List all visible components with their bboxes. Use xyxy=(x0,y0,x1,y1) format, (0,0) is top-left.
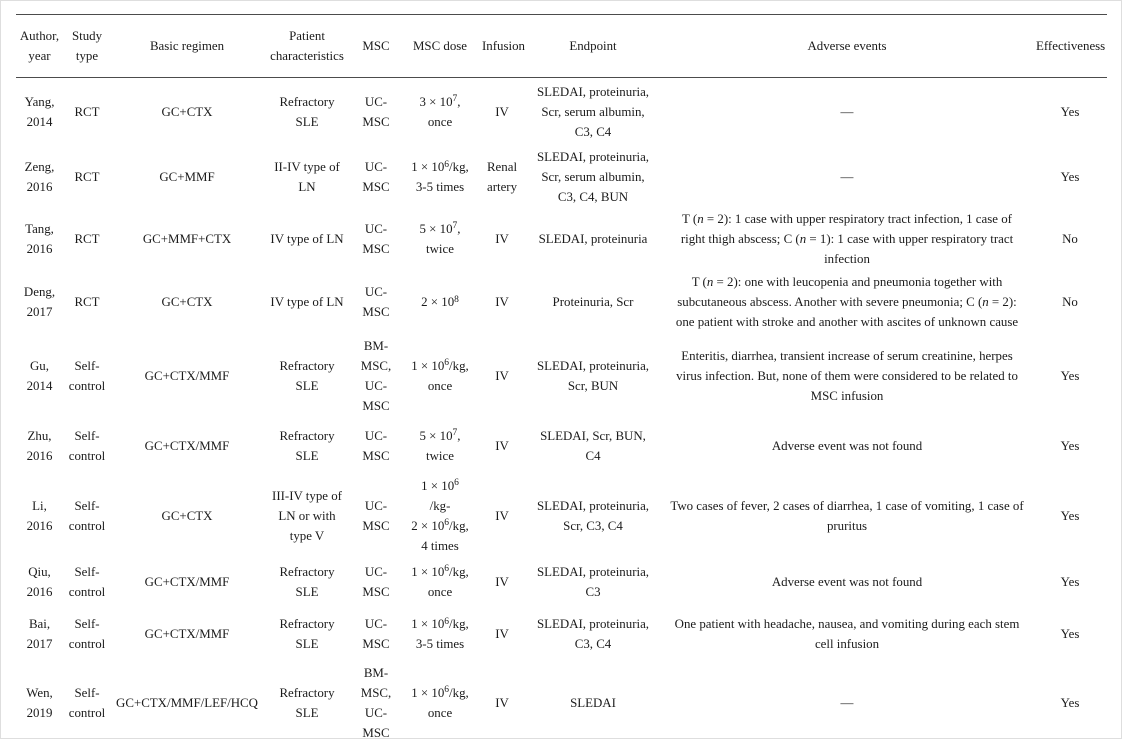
cell-effectiveness: Yes xyxy=(1060,104,1080,119)
cell-patient_characteristics: IV type of LN xyxy=(270,295,344,309)
cell-msc: UC- MSC xyxy=(362,498,390,533)
column-header-adverse_events: Adverse events xyxy=(807,39,887,53)
cell-msc: UC- MSC xyxy=(362,160,390,194)
cell-basic_regimen: GC+CTX/MMF xyxy=(144,627,230,641)
cell-author: Gu, 2014 xyxy=(26,358,53,393)
cell-endpoint: SLEDAI, proteinuria, C3, C4 xyxy=(536,617,650,651)
cell-msc_dose: $3 \times 10^7$, once xyxy=(419,94,461,129)
cell-author: Tang, 2016 xyxy=(25,221,54,256)
cell-msc_dose: $2 \times 10^8$ xyxy=(421,294,459,309)
cell-study_type: Self- control xyxy=(68,685,106,720)
column-header-study_type: Study type xyxy=(71,29,103,63)
column-header-patient_characteristics: Patient characteristics xyxy=(270,29,344,63)
table-header xyxy=(16,15,1107,78)
table-row xyxy=(16,146,1107,209)
cell-author: Li, 2016 xyxy=(26,498,53,533)
cell-author: Bai, 2017 xyxy=(26,617,53,651)
cell-effectiveness: Yes xyxy=(1060,508,1080,523)
cell-endpoint: SLEDAI, proteinuria, C3 xyxy=(536,564,650,599)
cell-author: Yang, 2014 xyxy=(24,94,55,129)
cell-adverse_events: — xyxy=(840,170,854,184)
cell-basic_regimen: GC+MMF+CTX xyxy=(142,231,232,246)
cell-basic_regimen: GC+CTX/MMF xyxy=(144,438,230,453)
cell-patient_characteristics: IV type of LN xyxy=(270,231,344,246)
cell-effectiveness: Yes xyxy=(1060,170,1080,184)
cell-endpoint: SLEDAI, proteinuria, Scr, serum albumin, C3, C4, BUN xyxy=(536,150,650,204)
cell-author: Deng, 2017 xyxy=(23,285,56,319)
cell-effectiveness: Yes xyxy=(1060,368,1080,383)
cell-infusion: IV xyxy=(495,104,509,119)
cell-msc_dose: $1 \times 10^6/kg$, once xyxy=(411,358,469,393)
cell-basic_regimen: GC+CTX/MMF xyxy=(144,368,230,383)
cell-msc_dose: $1 \times 10^6$ /kg- $2 \times 10^6/kg$, 4 times xyxy=(411,478,469,553)
cell-endpoint: SLEDAI, proteinuria, Scr, BUN xyxy=(536,358,650,393)
cell-endpoint: SLEDAI, Scr, BUN, C4 xyxy=(540,428,646,463)
cell-infusion: IV xyxy=(495,574,509,589)
cell-basic_regimen: GC+CTX/MMF/LEF/HCQ xyxy=(116,695,258,710)
cell-study_type: Self- control xyxy=(68,498,106,533)
cell-patient_characteristics: Refractory SLE xyxy=(279,428,335,463)
cell-adverse_events: Adverse event was not found xyxy=(771,438,923,453)
cell-msc: BM- MSC, UC- MSC xyxy=(360,665,392,739)
column-header-basic_regimen: Basic regimen xyxy=(149,39,225,53)
table-row xyxy=(16,476,1107,556)
cell-msc: UC- MSC xyxy=(362,428,390,463)
cell-author: Wen, 2019 xyxy=(26,685,53,720)
cell-effectiveness: No xyxy=(1062,295,1078,309)
cell-author: Zhu, 2016 xyxy=(26,428,53,463)
cell-study_type: RCT xyxy=(74,231,100,246)
cell-study_type: Self- control xyxy=(68,428,106,463)
cell-endpoint: SLEDAI, proteinuria xyxy=(538,231,648,246)
cell-adverse_events: Enteritis, diarrhea, transient increase of serum creatinine, herpes virus infection. But, none of them were considered to be related to MSC infusion xyxy=(676,348,1018,403)
cell-infusion: IV xyxy=(495,231,509,246)
cell-endpoint: SLEDAI, proteinuria, Scr, serum albumin, C3, C4 xyxy=(536,84,650,139)
cell-adverse_events: T (n = 2): one with leucopenia and pneumonia together with subcutaneous abscess. Another with severe pneumonia; C (n = 2): one patient with stroke and another with ascites of unknown cause xyxy=(675,275,1019,329)
cell-infusion: IV xyxy=(495,438,509,453)
cell-infusion: Renal artery xyxy=(486,160,518,194)
cell-adverse_events: One patient with headache, nausea, and vomiting during each stem cell infusion xyxy=(674,617,1020,651)
cell-patient_characteristics: Refractory SLE xyxy=(279,358,335,393)
cell-adverse_events: Adverse event was not found xyxy=(771,574,923,589)
cell-msc_dose: $1 \times 10^6/kg$, 3-5 times xyxy=(411,616,469,651)
cell-adverse_events: — xyxy=(840,104,854,119)
cell-msc: UC- MSC xyxy=(362,617,390,651)
cell-basic_regimen: GC+MMF xyxy=(159,170,215,184)
cell-infusion: IV xyxy=(495,508,509,523)
cell-basic_regimen: GC+CTX xyxy=(161,104,213,119)
cell-infusion: IV xyxy=(495,295,509,309)
column-header-msc: MSC xyxy=(362,39,390,53)
cell-adverse_events: — xyxy=(840,695,854,710)
cell-study_type: Self- control xyxy=(68,358,106,393)
table-row xyxy=(16,336,1107,416)
cell-effectiveness: No xyxy=(1062,231,1078,246)
column-header-effectiveness: Effectiveness xyxy=(1036,39,1106,53)
cell-study_type: RCT xyxy=(74,295,100,309)
cell-msc: UC- MSC xyxy=(362,564,390,599)
cell-study_type: RCT xyxy=(74,104,100,119)
table-row xyxy=(16,661,1107,739)
cell-study_type: Self- control xyxy=(68,564,106,599)
cell-endpoint: Proteinuria, Scr xyxy=(552,295,634,309)
cell-msc_dose: $5 \times 10^7$, twice xyxy=(419,428,461,463)
cell-adverse_events: Two cases of fever, 2 cases of diarrhea, 1 case of vomiting, 1 case of pruritus xyxy=(670,498,1024,533)
cell-effectiveness: Yes xyxy=(1060,574,1080,589)
cell-endpoint: SLEDAI xyxy=(570,695,616,710)
column-header-msc_dose: MSC dose xyxy=(412,39,468,53)
cell-patient_characteristics: Refractory SLE xyxy=(279,94,335,129)
cell-msc_dose: $1 \times 10^6/kg$, once xyxy=(411,685,469,720)
cell-infusion: IV xyxy=(495,368,509,383)
cell-infusion: IV xyxy=(495,627,509,641)
cell-adverse_events: T (n = 2): 1 case with upper respiratory tract infection, 1 case of right thigh abscess; C (n = 1): 1 case with upper respiratory tract infection xyxy=(680,211,1014,266)
cell-patient_characteristics: III-IV type of LN or with type V xyxy=(272,488,342,543)
table-row xyxy=(16,556,1107,608)
cell-effectiveness: Yes xyxy=(1060,438,1080,453)
cell-author: Qiu, 2016 xyxy=(26,564,53,599)
cell-msc: UC- MSC xyxy=(362,221,390,256)
cell-study_type: Self- control xyxy=(68,617,106,651)
cell-effectiveness: Yes xyxy=(1060,627,1080,641)
cell-basic_regimen: GC+CTX/MMF xyxy=(144,574,230,589)
cell-msc: BM- MSC, UC- MSC xyxy=(360,338,392,413)
table-row xyxy=(16,78,1107,146)
cell-msc: UC- MSC xyxy=(362,285,390,319)
table-row xyxy=(16,209,1107,269)
column-header-author: Author, year xyxy=(19,29,60,63)
cell-msc: UC- MSC xyxy=(362,94,390,129)
header-row xyxy=(16,15,1107,78)
table-row xyxy=(16,608,1107,661)
cell-patient_characteristics: Refractory SLE xyxy=(279,617,335,651)
cell-author: Zeng, 2016 xyxy=(24,160,55,194)
cell-msc_dose: $1 \times 10^6/kg$, 3-5 times xyxy=(411,159,469,194)
cell-study_type: RCT xyxy=(74,170,100,184)
table-row xyxy=(16,269,1107,336)
cell-basic_regimen: GC+CTX xyxy=(161,508,213,523)
cell-infusion: IV xyxy=(495,695,509,710)
column-header-infusion: Infusion xyxy=(482,39,525,53)
cell-endpoint: SLEDAI, proteinuria, Scr, C3, C4 xyxy=(536,498,650,533)
table-body xyxy=(16,78,1107,739)
cell-msc_dose: $5 \times 10^7$, twice xyxy=(419,221,461,256)
cell-patient_characteristics: II-IV type of LN xyxy=(274,160,340,194)
clinical-studies-table xyxy=(16,14,1107,739)
cell-msc_dose: $1 \times 10^6/kg$, once xyxy=(411,564,469,599)
cell-basic_regimen: GC+CTX xyxy=(161,295,213,309)
cell-patient_characteristics: Refractory SLE xyxy=(279,685,335,720)
cell-patient_characteristics: Refractory SLE xyxy=(279,564,335,599)
table-row xyxy=(16,416,1107,476)
cell-effectiveness: Yes xyxy=(1060,695,1080,710)
column-header-endpoint: Endpoint xyxy=(569,39,617,53)
